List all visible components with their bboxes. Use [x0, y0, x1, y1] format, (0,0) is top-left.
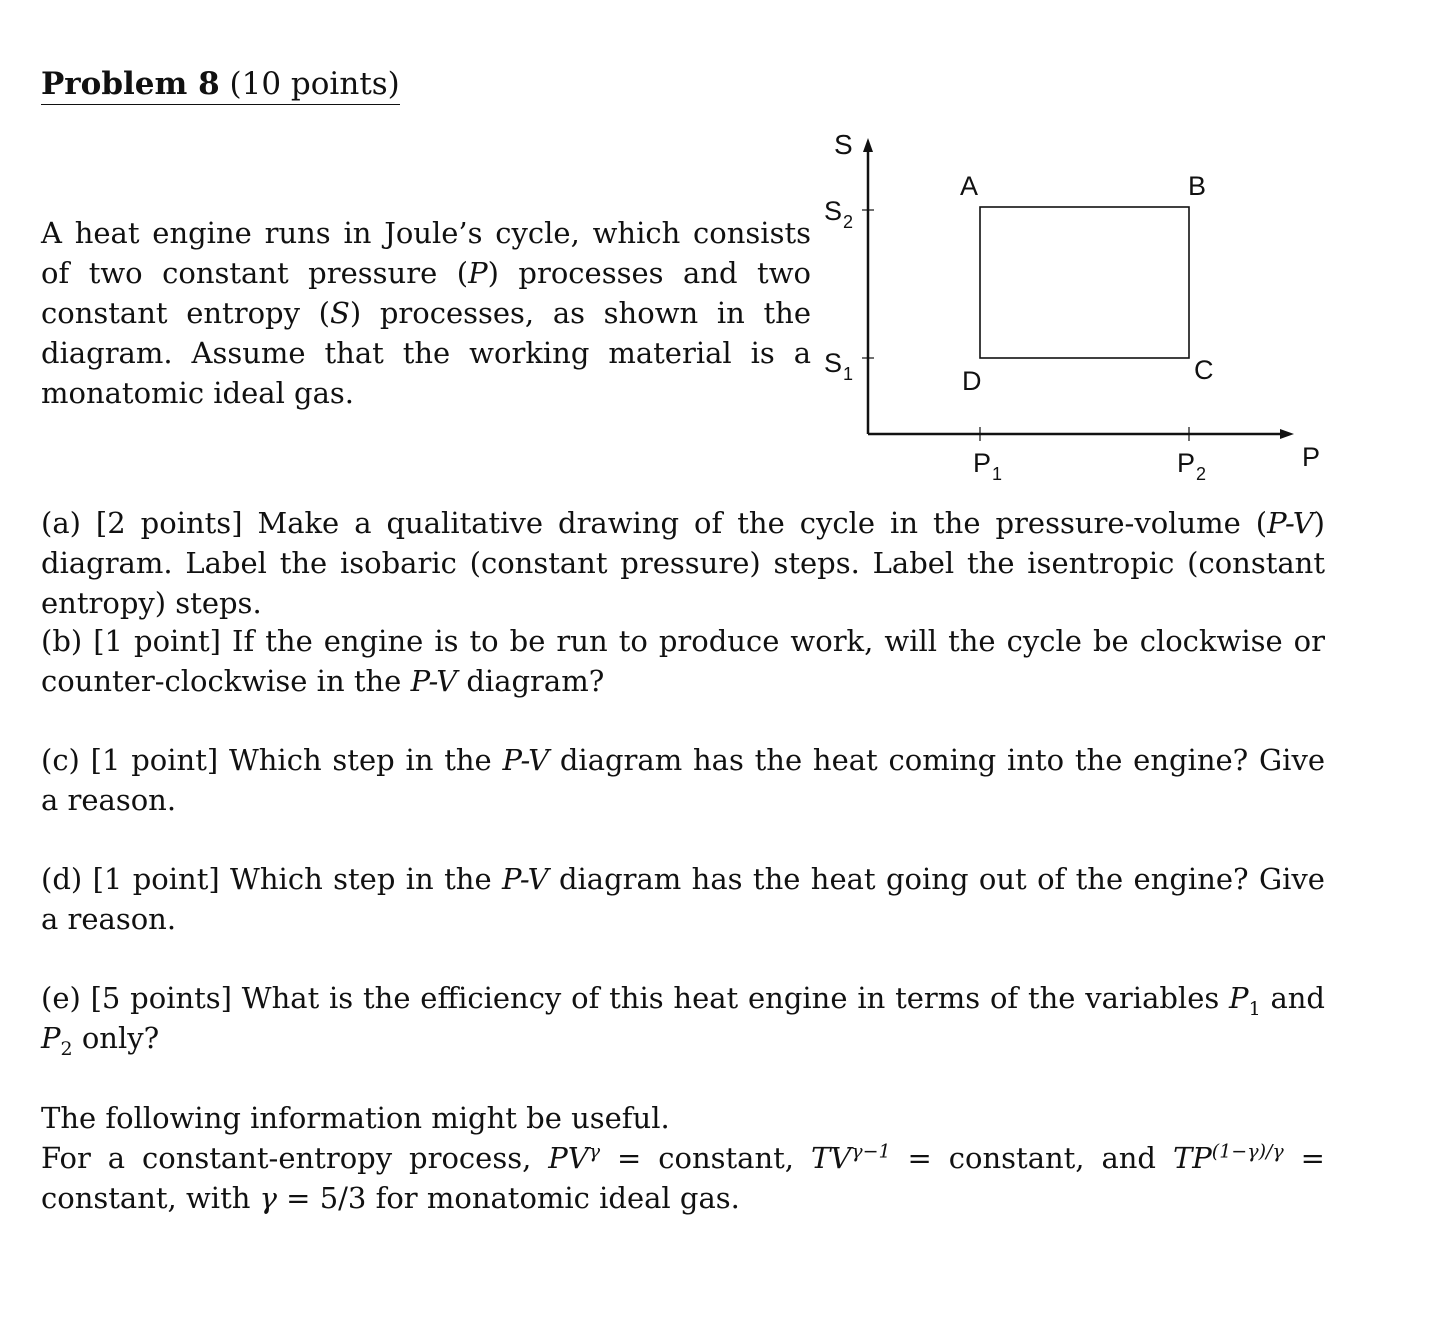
s1-label: $S_1$	[824, 348, 854, 384]
info-heading: The following information might be useful.	[41, 1101, 670, 1135]
question-a: (a) [2 points] Make a qualitative drawing of the cycle in the pressure-volume (P-V) diagram. Label the isobaric (constant pressure) steps. Label the isentropic (constant entropy) steps.	[41, 506, 1325, 620]
intro-text-3: ) processes, as shown in the diagram. Assume that the working material is a monatomic ideal gas.	[41, 296, 811, 410]
corner-d-label: D	[962, 366, 982, 396]
useful-information	[41, 1098, 1325, 1218]
intro-paragraph	[41, 213, 811, 413]
problem-title	[41, 64, 400, 105]
p2-label: $P_2$	[1177, 448, 1207, 484]
question-b: (b) [1 point] If the engine is to be run to produce work, will the cycle be clockwise or counter-clockwise in the P-V diagram?	[41, 624, 1325, 698]
corner-c-label: C	[1194, 355, 1214, 385]
problem-number: Problem 8	[41, 66, 220, 102]
problem-points: (10 points)	[229, 66, 400, 102]
y-axis-label: S	[834, 129, 853, 160]
corner-a-label: A	[960, 171, 979, 201]
question-c: (c) [1 point] Which step in the P-V diagram has the heat coming into the engine? Give a reason.	[41, 743, 1325, 817]
x-axis-arrow	[1280, 429, 1294, 439]
s2-label: $S_2$	[824, 196, 854, 232]
question-e: (e) [5 points] What is the efficiency of this heat engine in terms of the variables $P_1$ and $P_2$ only?	[41, 981, 1325, 1060]
info-formulas: For a constant-entropy process, $PV^\gamma$ = constant, $TV^{\gamma-1}$ = constant, and $TP^{(1-\gamma)/\gamma}$ = constant, with γ = 5/3 for monatomic ideal gas.	[41, 1140, 1325, 1215]
y-axis-arrow	[863, 138, 873, 152]
intro-text-2: ) processes and two constant entropy (	[41, 256, 811, 330]
x-axis-label: P	[1302, 442, 1321, 472]
intro-text-1: A heat engine runs in Joule’s cycle, which consists of two constant pressure (	[41, 216, 811, 290]
intro-var-p: P	[468, 256, 488, 290]
joule-cycle-rectangle	[980, 207, 1189, 358]
p1-label: $P_1$	[973, 448, 1003, 484]
entropy-pressure-diagram	[810, 120, 1330, 490]
question-d: (d) [1 point] Which step in the P-V diagram has the heat going out of the engine? Give a reason.	[41, 862, 1325, 936]
corner-b-label: B	[1188, 171, 1207, 201]
intro-var-s: S	[329, 296, 350, 330]
